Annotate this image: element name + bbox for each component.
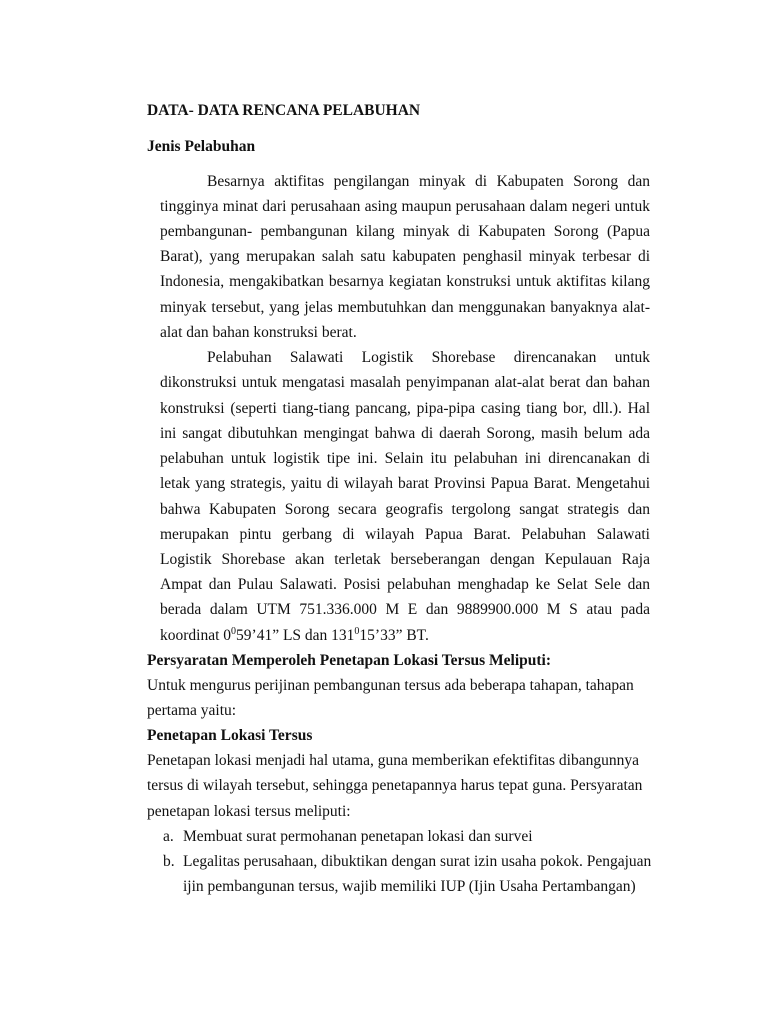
- list-item: Membuat surat permohanan penetapan lokasi dan survei: [183, 828, 533, 845]
- paragraph-line: Untuk mengurus perijinan pembangunan tersus ada beberapa tahapan, tahapan: [147, 677, 634, 694]
- paragraph-line: Penetapan lokasi menjadi hal utama, guna memberikan efektifitas dibangunnya: [147, 752, 639, 769]
- list-marker: b.: [163, 853, 175, 870]
- paragraph-line: dikonstruksi untuk mengatasi masalah penyimpanan alat-alat berat dan bahan: [160, 374, 650, 391]
- paragraph-line: Pelabuhan Salawati Logistik Shorebase direncanakan untuk: [207, 349, 650, 366]
- paragraph-line: Logistik Shorebase akan terletak berseberangan dengan Kepulauan Raja: [160, 551, 650, 568]
- coordinate-line: koordinat $0^059’41$” LS dan $131^015’33$” BT.: [160, 626, 429, 644]
- paragraph-line: penetapan lokasi tersus meliputi:: [147, 803, 351, 820]
- paragraph-line: alat dan bahan konstruksi berat.: [160, 324, 357, 341]
- paragraph-line: pelabuhan untuk logistik tipe ini. Selain itu pelabuhan ini direncanakan di: [160, 450, 650, 467]
- paragraph-line: Barat), yang merupakan salah satu kabupaten penghasil minyak terbesar di: [160, 248, 650, 265]
- paragraph-line: letak yang strategis, yaitu di wilayah barat Provinsi Papua Barat. Mengetahui: [160, 475, 650, 492]
- paragraph-line: tersus di wilayah tersebut, sehingga penetapannya harus tepat guna. Persyaratan: [147, 777, 643, 794]
- paragraph-line: tingginya minat dari perusahaan asing maupun perusahaan dalam negeri untuk: [160, 198, 650, 215]
- paragraph-line: minyak tersebut, yang jelas membutuhkan dan menggunakan banyaknya alat-: [160, 299, 650, 316]
- paragraph-line: Indonesia, mengakibatkan besarnya kegiatan konstruksi untuk aktifitas kilang: [160, 273, 650, 290]
- paragraph-line: Besarnya aktifitas pengilangan minyak di Kabupaten Sorong dan: [207, 173, 650, 190]
- paragraph-line: pembangunan- pembangunan kilang minyak di Kabupaten Sorong (Papua: [160, 223, 650, 240]
- list-item: ijin pembangunan tersus, wajib memiliki IUP (Ijin Usaha Pertambangan): [183, 878, 636, 895]
- list-marker: a.: [163, 828, 174, 845]
- list-item: Legalitas perusahaan, dibuktikan dengan surat izin usaha pokok. Pengajuan: [183, 853, 652, 870]
- paragraph-line: berada dalam UTM 751.336.000 M E dan 9889900.000 M S atau pada: [160, 601, 650, 618]
- section-heading-jenis-pelabuhan: Jenis Pelabuhan: [147, 138, 256, 155]
- document-title: DATA- DATA RENCANA PELABUHAN: [147, 102, 421, 119]
- paragraph-line: konstruksi (seperti tiang-tiang pancang, pipa-pipa casing tiang bor, dll.). Hal: [160, 400, 650, 417]
- paragraph-line: bahwa Kabupaten Sorong secara geografis tergolong sangat strategis dan: [160, 501, 650, 518]
- section-heading-persyaratan: Persyaratan Memperoleh Penetapan Lokasi Tersus Meliputi:: [147, 652, 551, 669]
- paragraph-line: ini sangat dibutuhkan mengingat bahwa di daerah Sorong, masih belum ada: [160, 425, 650, 442]
- paragraph-line: merupakan pintu gerbang di wilayah Papua Barat. Pelabuhan Salawati: [160, 526, 650, 543]
- section-heading-penetapan-lokasi: Penetapan Lokasi Tersus: [147, 727, 313, 744]
- paragraph-line: pertama yaitu:: [147, 702, 237, 719]
- paragraph-line: Ampat dan Pulau Salawati. Posisi pelabuhan menghadap ke Selat Sele dan: [160, 576, 650, 593]
